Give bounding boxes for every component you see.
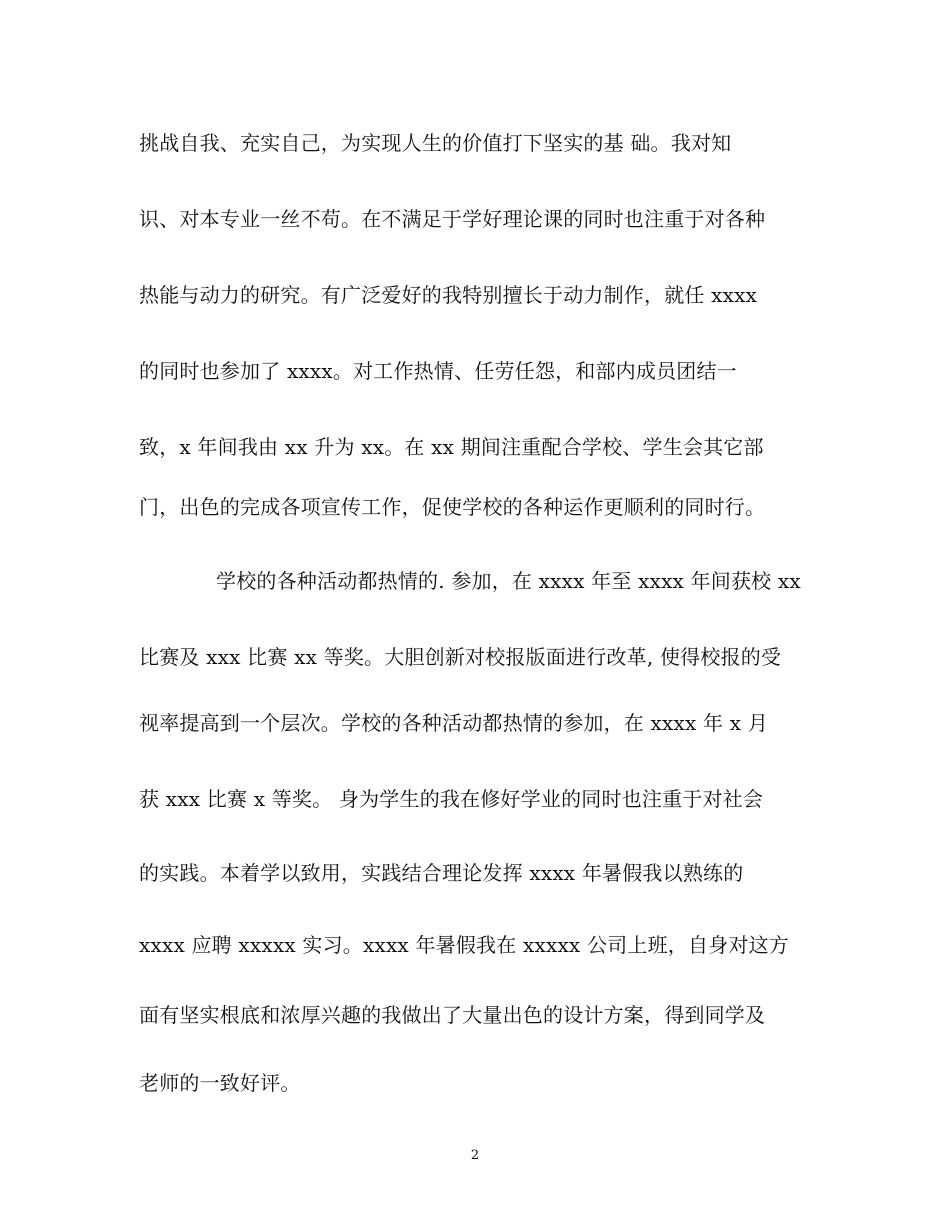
text-line-7-paragraph-start: 学校的各种活动都热情的. 参加，在 xxxx 年至 xxxx 年间获校 xx [216, 569, 801, 593]
text-line-4: 的同时也参加了 xxxx。对工作热情、任劳任怨，和部内成员团结一 [139, 359, 737, 383]
text-line-8: 比赛及 xxx 比赛 xx 等奖。大胆创新对校报版面进行改革, 使得校报的受 [139, 645, 782, 669]
text-line-10: 获 xxx 比赛 x 等奖。 身为学生的我在修好学业的同时也注重于对社会 [139, 787, 764, 811]
text-line-11: 的实践。本着学以致用，实践结合理论发挥 xxxx 年暑假我以熟练的 [139, 861, 744, 885]
text-line-14: 老师的一致好评。 [139, 1071, 301, 1095]
text-line-3: 热能与动力的研究。有广泛爱好的我特别擅长于动力制作，就任 xxxx [139, 283, 758, 307]
text-line-9: 视率提高到一个层次。学校的各种活动都热情的参加，在 xxxx 年 x 月 [139, 711, 769, 735]
text-line-12: xxxx 应聘 xxxxx 实习。xxxx 年暑假我在 xxxxx 公司上班，自身对这方 [139, 933, 789, 957]
text-line-6: 门，出色的完成各项宣传工作，促使学校的各种运作更顺利的同时行。 [139, 495, 766, 519]
text-line-2: 识、对本专业一丝不苟。在不满足于学好理论课的同时也注重于对各种 [139, 207, 766, 231]
text-line-5: 致，x 年间我由 xx 升为 xx。在 xx 期间注重配合学校、学生会其它部 [139, 435, 764, 459]
page-number: 2 [470, 1148, 480, 1163]
text-line-13: 面有坚实根底和浓厚兴趣的我做出了大量出色的设计方案，得到同学及 [139, 1003, 766, 1027]
text-line-1: 挑战自我、充实自己，为实现人生的价值打下坚实的基 础。我对知 [139, 131, 732, 155]
